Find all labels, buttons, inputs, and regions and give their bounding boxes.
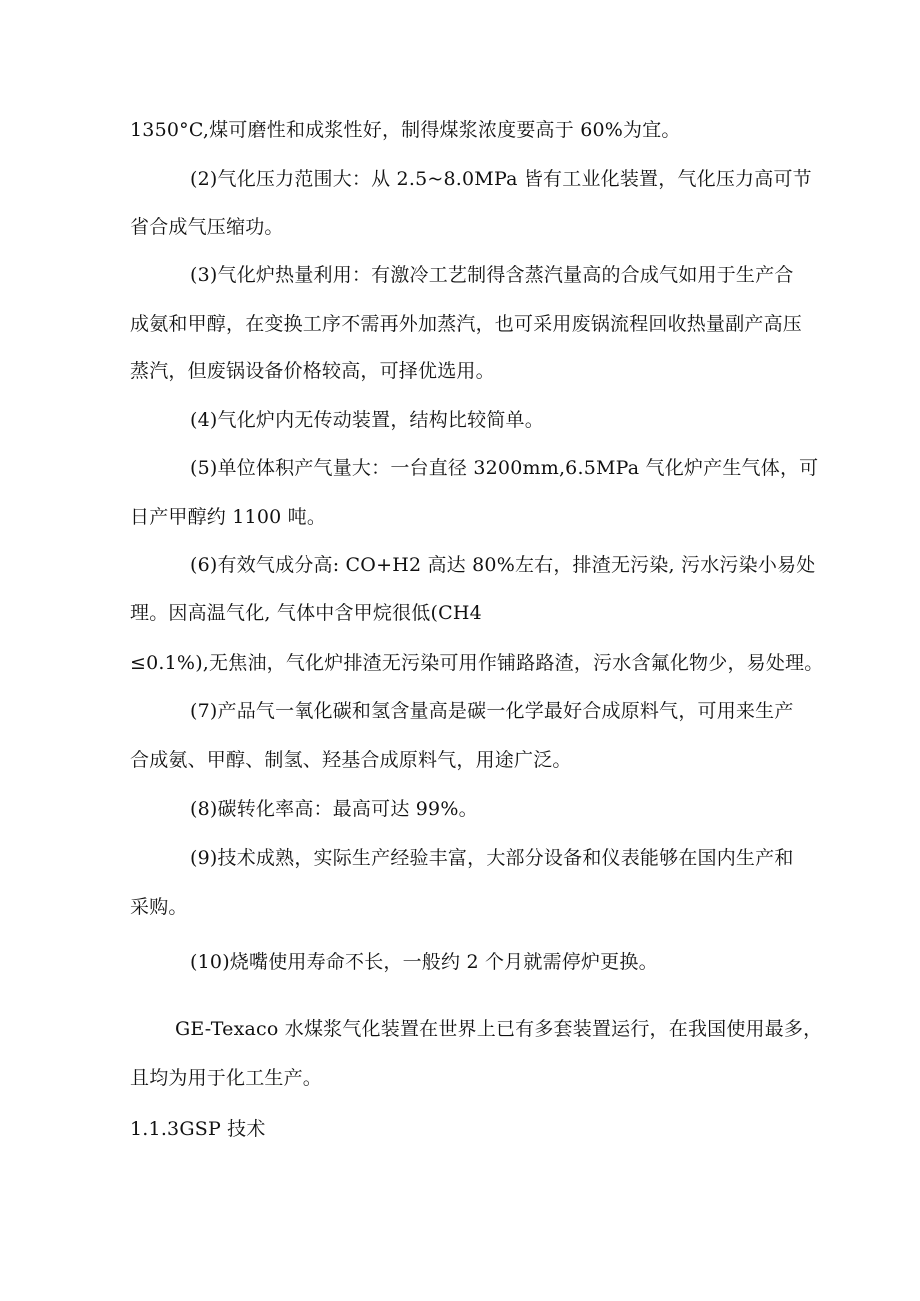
text-line: ≤0.1%),无焦油，气化炉排渣无污染可用作铺路路渣，污水含氟化物少，易处理。 <box>130 652 824 674</box>
text-line: GE-Texaco 水煤浆气化装置在世界上已有多套装置运行，在我国使用最多， <box>175 1018 823 1040</box>
text-line: (10)烧嘴使用寿命不长，一般约 2 个月就需停炉更换。 <box>190 951 658 973</box>
text-line: 且均为用于化工生产。 <box>130 1067 323 1089</box>
text-line: 理。因高温气化, 气体中含甲烷很低(CH4 <box>130 602 482 624</box>
text-line: 成氨和甲醇，在变换工序不需再外加蒸汽，也可采用废锅流程回收热量副产高压 <box>130 313 803 335</box>
text-line: 日产甲醇约 1100 吨。 <box>130 506 327 528</box>
text-line: (2)气化压力范围大：从 2.5~8.0MPa 皆有工业化装置，气化压力高可节 <box>190 168 812 190</box>
text-line: (4)气化炉内无传动装置，结构比较简单。 <box>190 409 544 431</box>
text-line: 合成氨、甲醇、制氢、羟基合成原料气，用途广泛。 <box>130 749 572 771</box>
text-line: 蒸汽，但废锅设备价格较高，可择优选用。 <box>130 360 495 382</box>
section-heading: 1.1.3GSP 技术 <box>130 1118 266 1140</box>
text-line: (6)有效气成分高: CO+H2 高达 80%左右，排渣无污染, 污水污染小易处 <box>190 554 816 576</box>
text-line: (8)碳转化率高：最高可达 99%。 <box>190 798 478 820</box>
text-line: 采购。 <box>130 896 188 918</box>
text-line: 省合成气压缩功。 <box>130 216 284 238</box>
text-line: (5)单位体积产气量大：一台直径 3200mm,6.5MPa 气化炉产生气体，可 <box>190 457 819 479</box>
text-line: 1350°C,煤可磨性和成浆性好，制得煤浆浓度要高于 60%为宜。 <box>130 119 681 141</box>
text-line: (9)技术成熟，实际生产经验丰富，大部分设备和仪表能够在国内生产和 <box>190 847 794 869</box>
text-line: (7)产品气一氧化碳和氢含量高是碳一化学最好合成原料气，可用来生产 <box>190 700 794 722</box>
text-line: (3)气化炉热量利用：有激冷工艺制得含蒸汽量高的合成气如用于生产合 <box>190 264 794 286</box>
